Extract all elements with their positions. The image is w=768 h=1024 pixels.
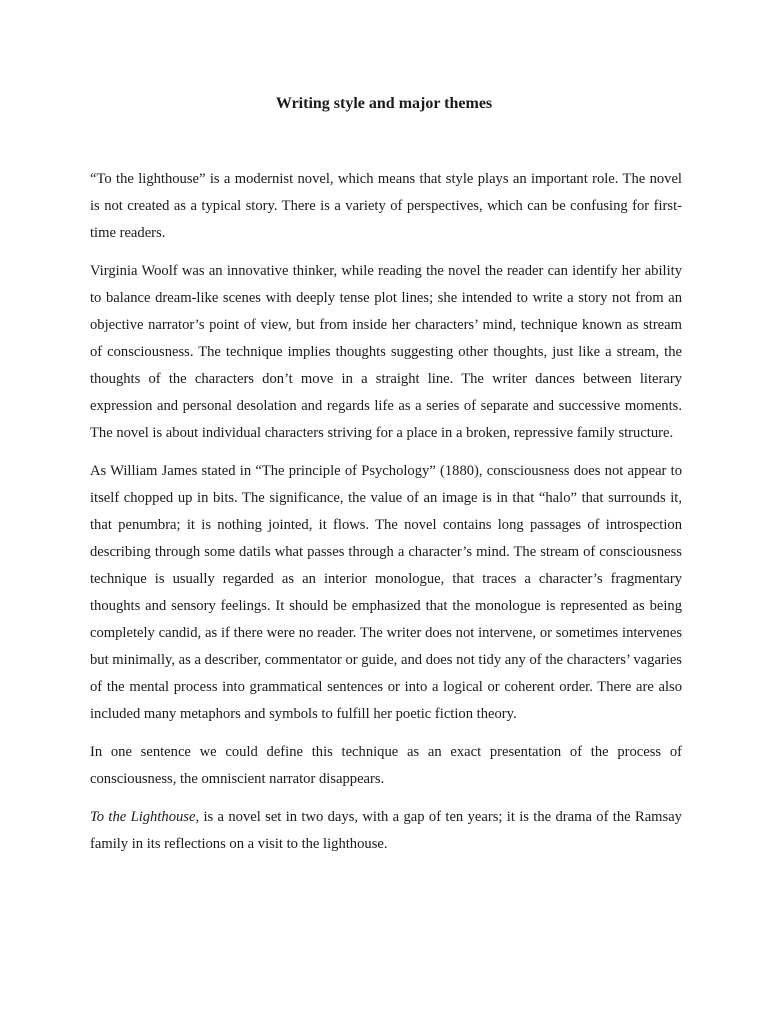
- paragraph-5: [90, 804, 682, 858]
- document-title: Writing style and major themes: [275, 95, 493, 112]
- paragraph-2: Virginia Woolf was an innovative thinker, while reading the novel the reader can identify her ability to balance dream-like scenes with deeply tense plot lines; she intended to write a story not from an objective narrator’s point of view, but from inside her characters’ mind, technique known as stream of consciousness. The technique implies thoughts suggesting other thoughts, just like a stream, the thoughts of the characters don’t move in a straight line. The writer dances between literary expression and personal desolation and regards life as a series of separate and successive moments. The novel is about individual characters striving for a place in a broken, repressive family structure.: [90, 263, 682, 441]
- novel-title-italic: To the Lighthouse: [90, 809, 196, 825]
- paragraph-1: “To the lighthouse” is a modernist novel, which means that style plays an important role. The novel is not created as a typical story. There is a variety of perspectives, which can be confusing for first-time readers.: [90, 171, 682, 241]
- paragraph-3: As William James stated in “The principle of Psychology” (1880), consciousness does not appear to itself chopped up in bits. The significance, the value of an image is in that “halo” that surrounds it, that penumbra; it is nothing jointed, it flows. The novel contains long passages of introspection describing through some datils what passes through a character’s mind. The stream of consciousness technique is usually regarded as an interior monologue, that traces a character’s fragmentary thoughts and sensory feelings. It should be emphasized that the monologue is represented as being completely candid, as if there were no reader. The writer does not intervene, or sometimes intervenes but minimally, as a describer, commentator or guide, and does not tidy any of the characters’ vagaries of the mental process into grammatical sentences or into a logical or coherent order. There are also included many metaphors and symbols to fulfill her poetic fiction theory.: [90, 463, 682, 722]
- paragraph-5-text: , is a novel set in two days, with a gap of ten years; it is the drama of the Ramsay family in its reflections on a visit to the lighthouse.: [90, 809, 682, 852]
- paragraph-4: In one sentence we could define this technique as an exact presentation of the process of consciousness, the omniscient narrator disappears.: [90, 744, 682, 787]
- document-body: [90, 166, 682, 869]
